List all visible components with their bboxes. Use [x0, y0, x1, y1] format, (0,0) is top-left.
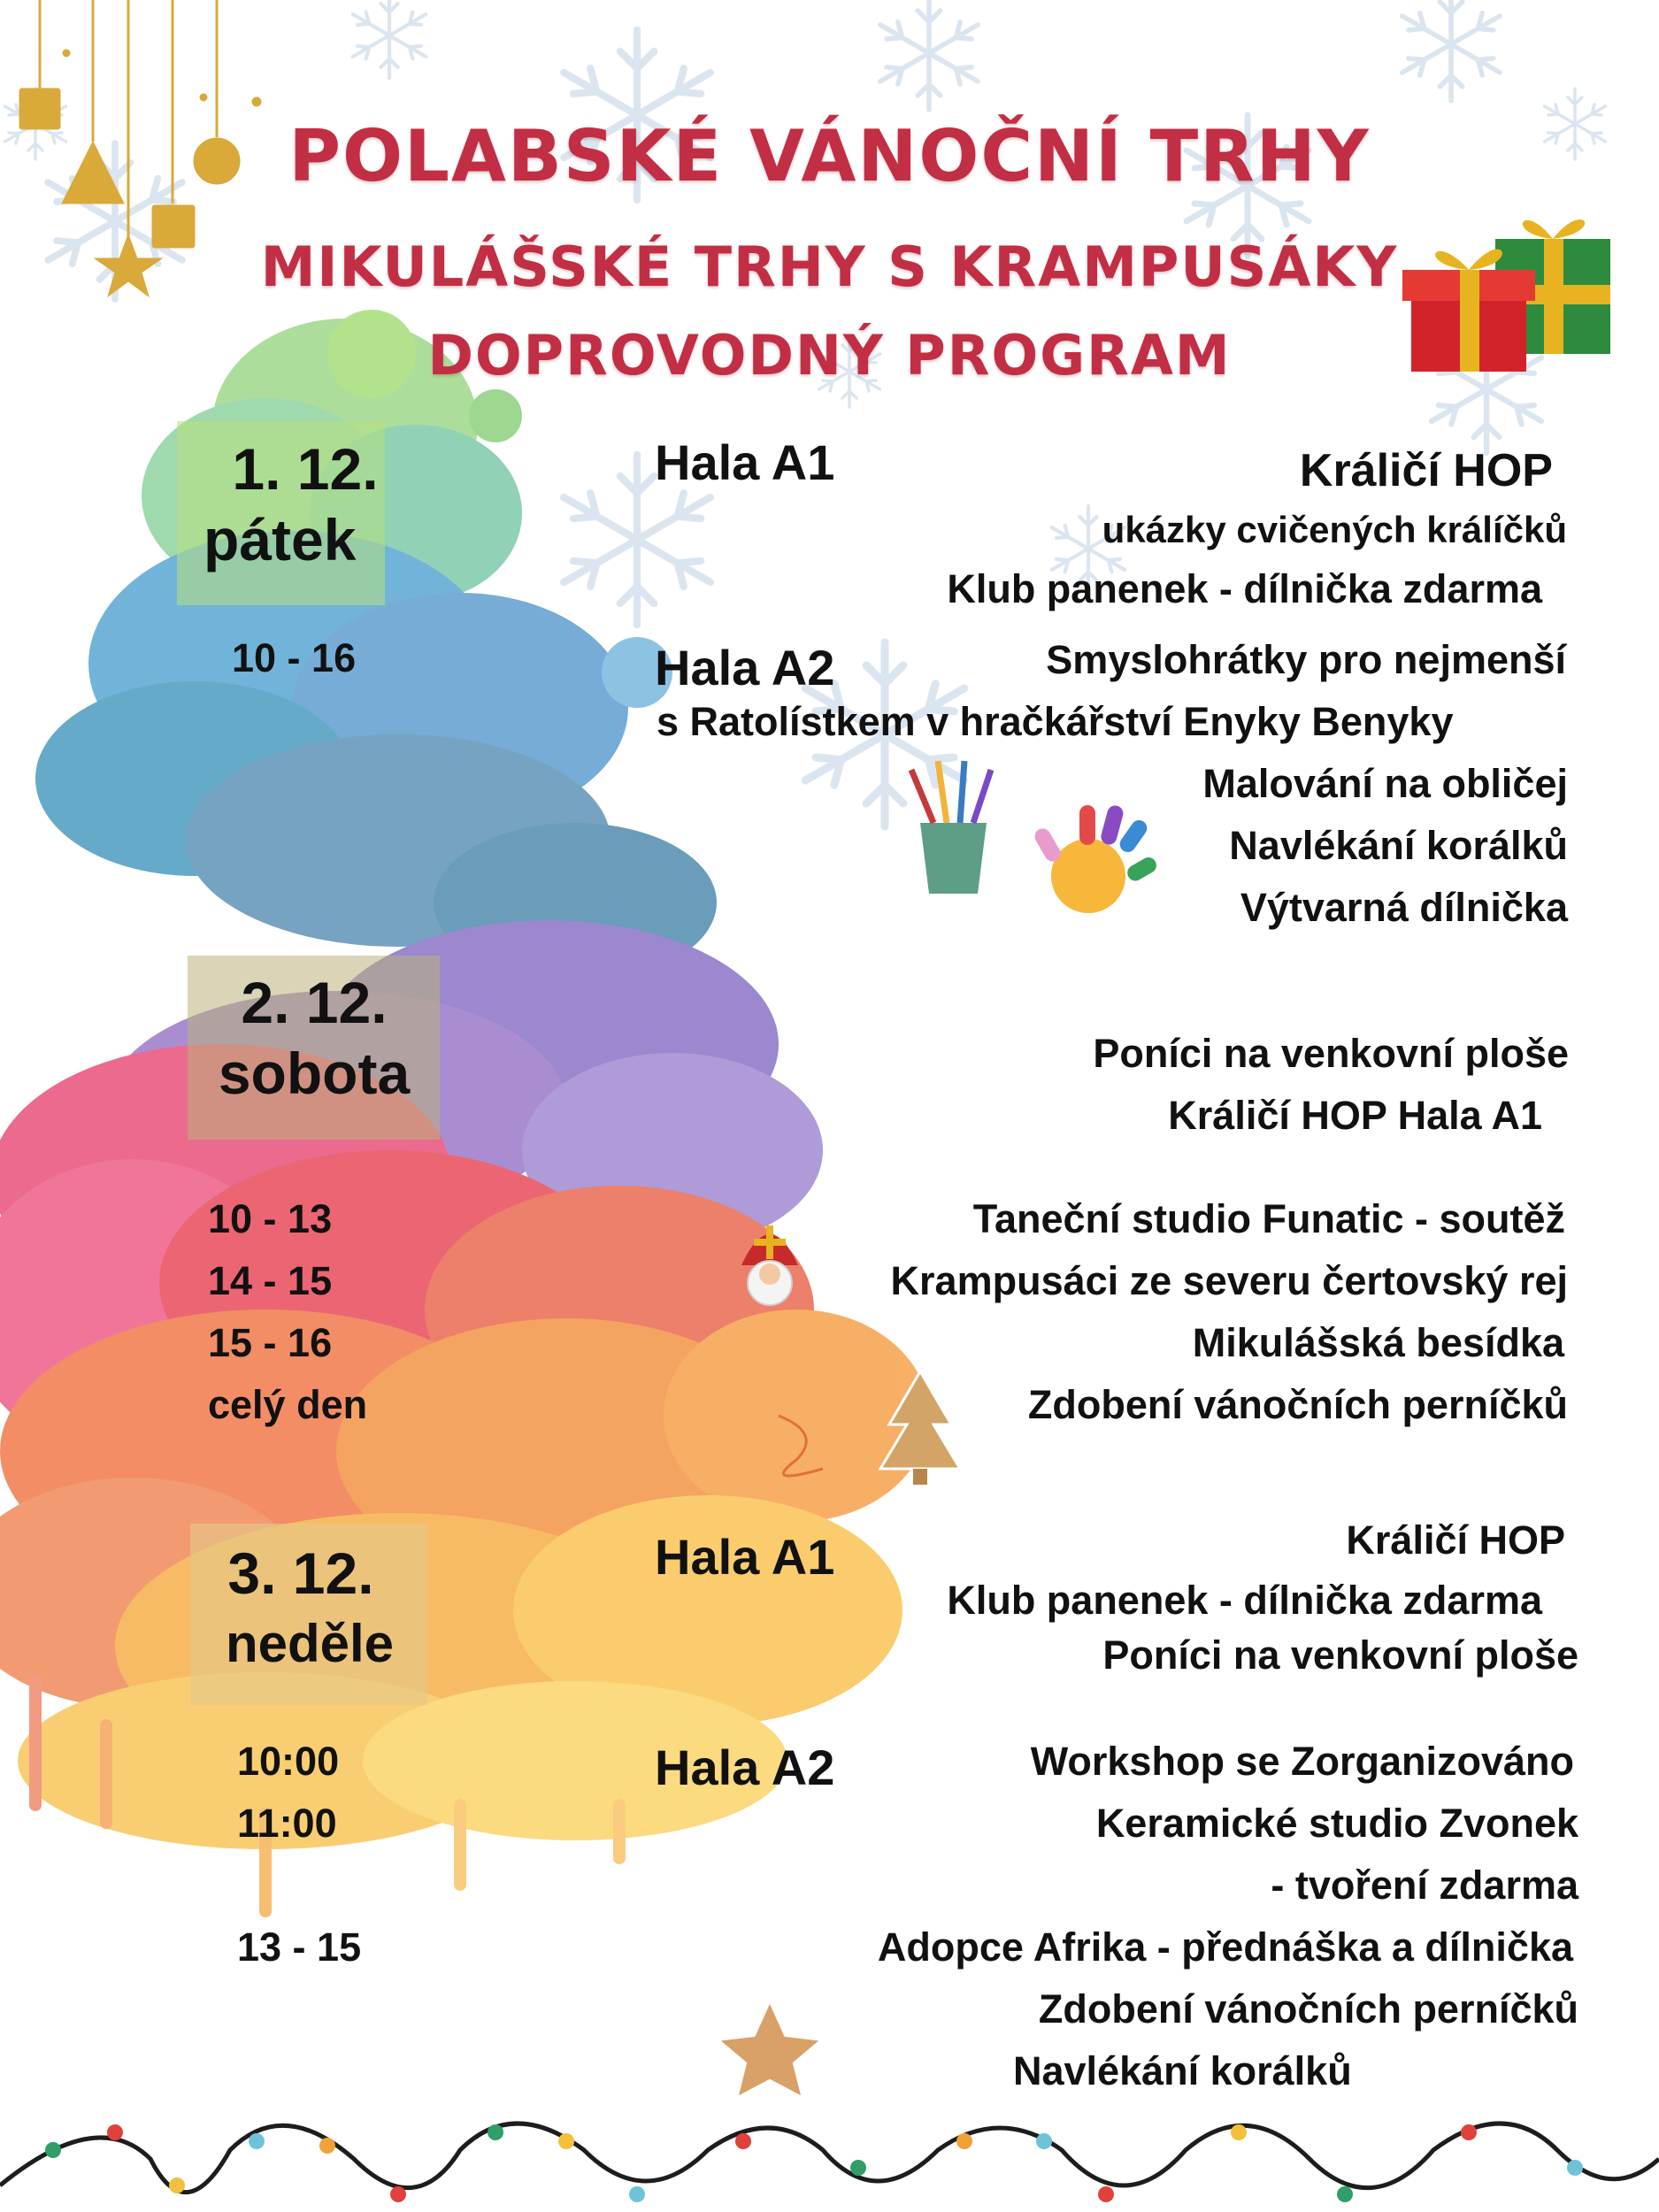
- day2-time-3: 15 - 16: [208, 1320, 333, 1365]
- day3-time-2: 11:00: [237, 1801, 337, 1846]
- day3-weekday: neděle: [225, 1614, 395, 1673]
- day2-activity-4: Krampusáci ze severu čertovský rej: [890, 1258, 1568, 1303]
- day1-weekday: pátek: [204, 507, 357, 572]
- title-line-2: MIKULÁŠSKÉ TRHY S KRAMPUSÁKY: [260, 234, 1399, 299]
- day2-activity-3: Taneční studio Funatic - soutěž: [972, 1196, 1565, 1241]
- day3-time-3: 13 - 15: [237, 1924, 362, 1970]
- day2-date: 2. 12.: [241, 970, 388, 1035]
- day3-date: 3. 12.: [227, 1540, 374, 1606]
- day3-activity-1: Králičí HOP: [1346, 1517, 1565, 1563]
- title-line-1: POLABSKÉ VÁNOČNÍ TRHY: [288, 115, 1371, 197]
- date-box-day2-text: [181, 967, 447, 1109]
- day3-activity-7: Adopce Afrika - přednáška a dílnička: [877, 1924, 1573, 1970]
- day1-hall-a2: Hala A2: [655, 640, 835, 695]
- day2-time-2: 14 - 15: [208, 1258, 333, 1303]
- paintbrushes-icon: [911, 761, 991, 894]
- day1-date: 1. 12.: [232, 436, 379, 502]
- day2-time-4: celý den: [208, 1382, 368, 1427]
- day1-activity-4: Smyslohrátky pro nejmenší: [1046, 637, 1566, 682]
- day1-time: 10 - 16: [232, 635, 357, 680]
- paint-tree-artwork: [0, 310, 929, 1911]
- day3-time-1: 10:00: [237, 1739, 340, 1784]
- day3-activity-3: Poníci na venkovní ploše: [1102, 1632, 1578, 1678]
- day3-activity-4: Workshop se Zorganizováno: [1030, 1739, 1574, 1784]
- day1-activity-1: Králičí HOP: [1299, 445, 1553, 496]
- gingerbread-star-icon: [717, 2000, 823, 2099]
- day2-weekday: sobota: [218, 1041, 411, 1106]
- day1-activity-7: Navlékání korálků: [1229, 823, 1568, 868]
- date-box-day3-text: [177, 1538, 442, 1679]
- day3-hall-a1: Hala A1: [655, 1529, 835, 1585]
- handprint-icon: [1032, 803, 1159, 913]
- date-box-day1-text: [177, 434, 434, 575]
- title-line-3: DOPROVODNÝ PROGRAM: [427, 323, 1232, 388]
- day2-activity-1: Poníci na venkovní ploše: [1093, 1031, 1569, 1076]
- day2-time-1: 10 - 13: [208, 1196, 333, 1241]
- day3-hall-a2: Hala A2: [655, 1740, 835, 1795]
- day2-activity-5: Mikulášská besídka: [1192, 1320, 1564, 1365]
- day3-activity-9: Navlékání korálků: [1013, 2048, 1352, 2093]
- day2-activity-2: Králičí HOP Hala A1: [1168, 1093, 1542, 1138]
- day1-hall-a1: Hala A1: [655, 434, 835, 490]
- day1-activity-8: Výtvarná dílnička: [1240, 885, 1568, 930]
- day1-activity-5: s Ratolístkem v hračkářství Enyky Benyky: [657, 699, 1454, 744]
- day3-activity-2: Klub panenek - dílnička zdarma: [947, 1578, 1542, 1623]
- day3-activity-8: Zdobení vánočních perníčků: [1038, 1986, 1578, 2032]
- day1-activity-6: Malování na obličej: [1202, 761, 1568, 806]
- day1-activity-2: ukázky cvičených králíčků: [1102, 509, 1567, 550]
- christmas-lights-icon: [0, 2124, 1659, 2202]
- day2-activity-6: Zdobení vánočních perníčků: [1027, 1382, 1568, 1427]
- day1-activity-3: Klub panenek - dílnička zdarma: [947, 566, 1542, 611]
- day3-activity-6: - tvoření zdarma: [1271, 1863, 1578, 1908]
- day3-activity-5: Keramické studio Zvonek: [1095, 1801, 1578, 1846]
